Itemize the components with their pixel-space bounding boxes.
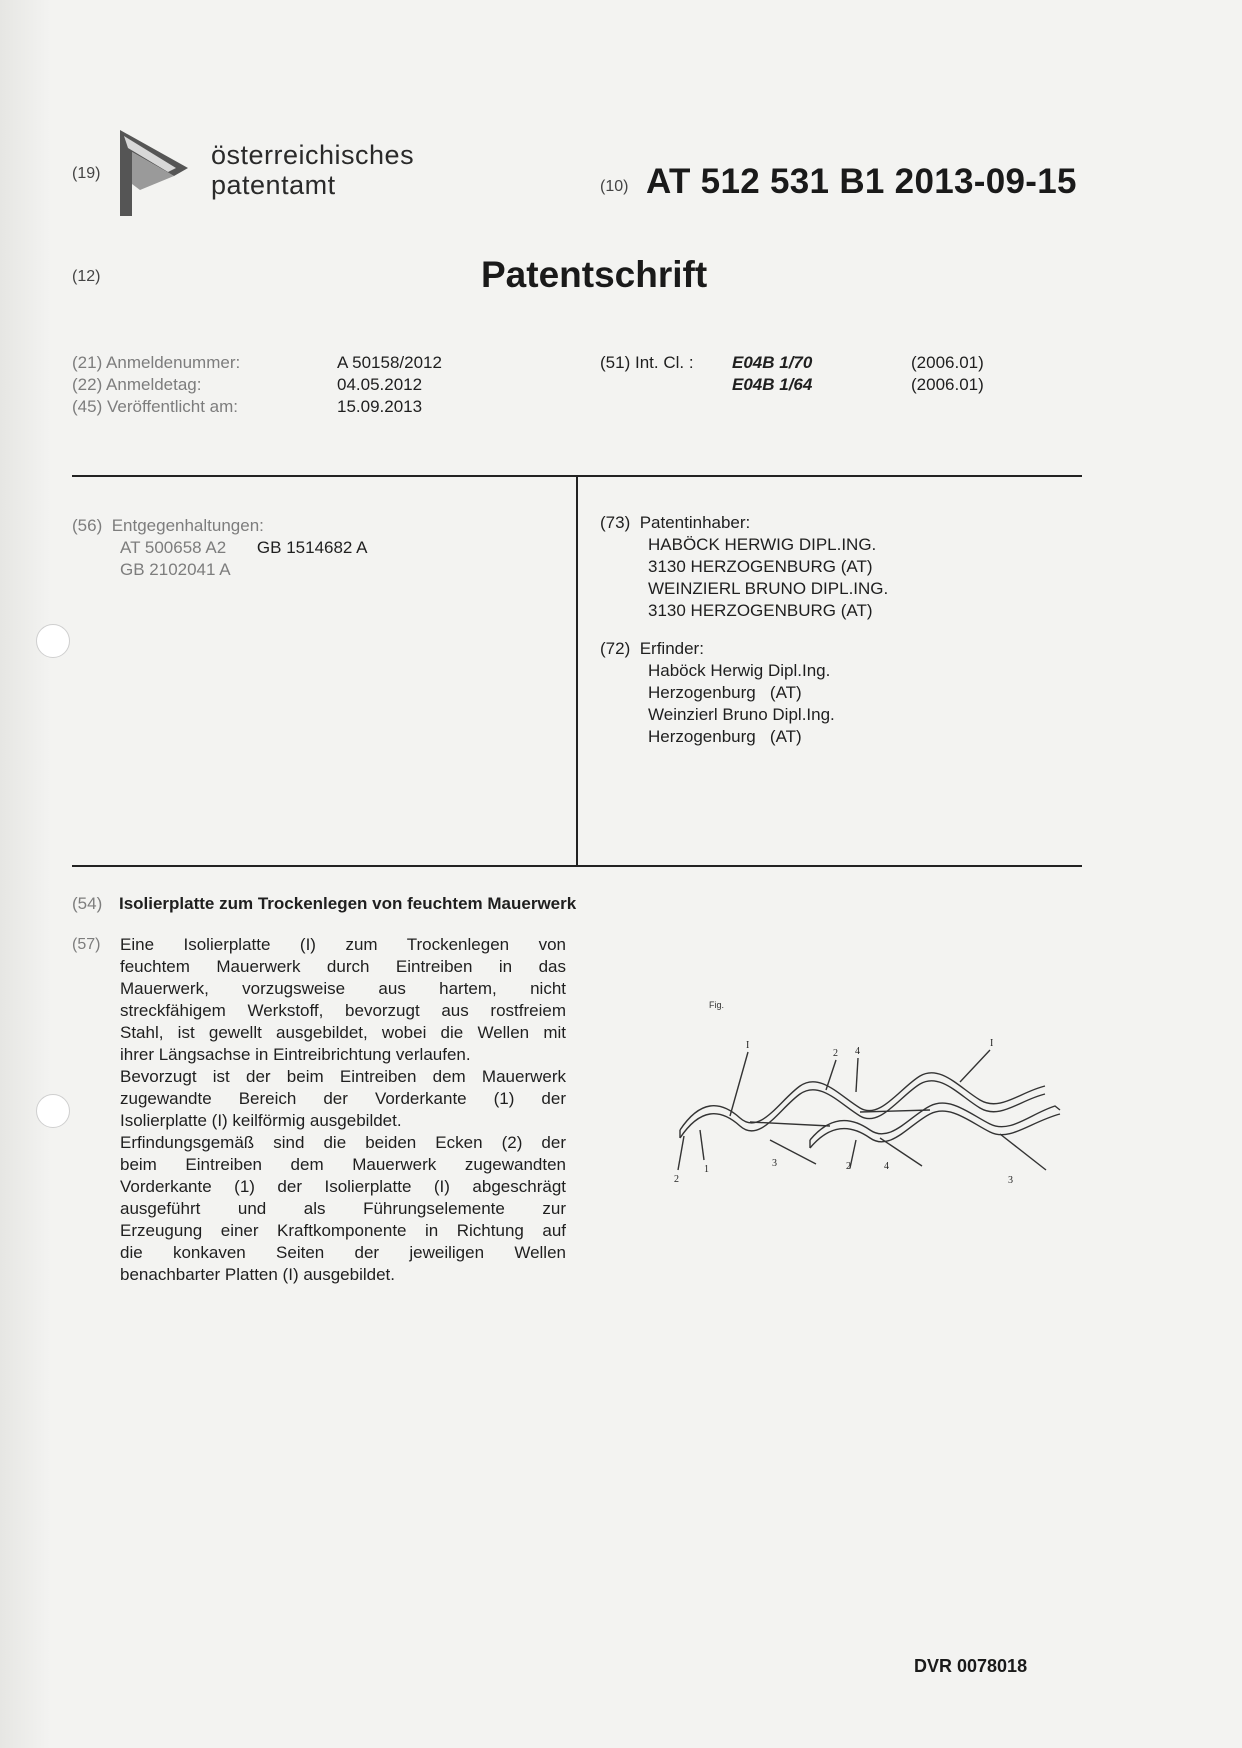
biblio-label: Veröffentlicht am: [106,397,239,416]
code-12: (12) [72,268,101,285]
punch-hole-top [36,624,70,658]
biblio-code: (21) [72,353,103,372]
code-19: (19) [72,165,101,182]
invention-title: Isolierplatte zum Trockenlegen von feuchtem Mauerwerk [118,894,577,913]
figure-label: I [746,1040,750,1051]
owner-line: HABÖCK HERWIG DIPL.ING. [648,535,877,554]
abstract-line: Isolierplatte (I) keilförmig ausgebildet. [120,1111,402,1130]
office-name-line1: österreichisches [211,140,415,170]
patent-office-logo-icon [118,128,190,218]
figure-caption: Fig. [709,1000,725,1010]
owner-line: 3130 HERZOGENBURG (AT) [648,557,873,576]
citation-3: GB 2102041 A [120,560,231,579]
abstract-line: ihrer Längsachse in Eintreibrichtung verlaufen. [120,1045,471,1064]
document-type: Patentschrift [481,254,708,295]
int-cl-code: (51) [600,353,631,372]
divider-vertical [576,475,578,867]
owner-block [600,512,1080,622]
int-cl-class-2: E04B 1/64 [732,375,813,394]
figure-label: 3 [772,1158,777,1169]
biblio-code: (22) [72,375,103,394]
citations-code: (56) [72,516,103,535]
biblio-label: Anmeldenummer: [106,353,241,372]
abstract-line: Vorderkante (1) der Isolierplatte (I) abgeschrägt [120,1177,566,1196]
int-cl-label: Int. Cl. : [634,353,694,372]
int-cl-class-1: E04B 1/70 [732,353,813,372]
dvr-number: DVR 0078018 [914,1656,1028,1676]
abstract-line: die konkaven Seiten der jeweiligen Wellen [120,1243,566,1262]
title-row [72,894,576,914]
divider-bottom [72,865,1082,867]
inventor-label: Erfinder: [639,639,704,658]
filing-date: 04.05.2012 [337,375,423,394]
figure-label: 3 [1008,1175,1013,1186]
abstract-line: benachbarter Platten (I) ausgebildet. [120,1265,396,1284]
inventor-line: Herzogenburg (AT) [648,683,802,702]
owner-line: 3130 HERZOGENBURG (AT) [648,601,873,620]
publication-date: 15.09.2013 [337,397,423,416]
citation-2: GB 1514682 A [256,538,368,557]
figure-label: 4 [855,1046,860,1057]
abstract-line: beim Eintreiben dem Mauerwerk zugewandten [120,1155,566,1174]
int-cl-version-1: (2006.01) [911,353,984,372]
abstract-line: streckfähigem Werkstoff, bevorzugt aus rostfreiem [120,1001,566,1020]
figure-label: 2 [674,1174,679,1185]
biblio-block [72,352,492,422]
figure-label: 1 [704,1164,709,1175]
inventor-block [600,638,1080,748]
inventor-line: Weinzierl Bruno Dipl.Ing. [648,705,835,724]
abstract-line: Eine Isolierplatte (I) zum Trockenlegen von [120,935,566,954]
abstract-text [120,934,566,1286]
inventor-code: (72) [600,639,631,658]
owner-line: WEINZIERL BRUNO DIPL.ING. [648,579,889,598]
int-cl-version-2: (2006.01) [911,375,984,394]
owner-code: (73) [600,513,631,532]
abstract-line: Stahl, ist gewellt ausgebildet, wobei die Wellen mit [120,1023,566,1042]
inventor-line: Herzogenburg (AT) [648,727,802,746]
biblio-code: (45) [72,397,103,416]
citations-block [72,515,562,581]
abstract-line: zugewandte Bereich der Vorderkante (1) der [120,1089,566,1108]
title-code: (54) [72,894,103,913]
scan-shadow [0,0,50,1748]
inventor-line: Haböck Herwig Dipl.Ing. [648,661,831,680]
abstract-line: ausgeführt und als Führungselemente zur [120,1199,566,1218]
abstract-line: Erzeugung einer Kraftkomponente in Richtung auf [120,1221,566,1240]
figure-label: I [990,1038,994,1049]
biblio-label: Anmeldetag: [106,375,202,394]
figure-label: 2 [833,1048,838,1059]
office-name [211,140,414,200]
figure-label: 2 [846,1161,851,1172]
abstract-line: feuchtem Mauerwerk durch Eintreiben in das [120,957,566,976]
owner-label: Patentinhaber: [639,513,751,532]
abstract-line: Bevorzugt ist der beim Eintreiben dem Mauerwerk [120,1067,566,1086]
abstract-line: Erfindungsgemäß sind die beiden Ecken (2) der [120,1133,566,1152]
citation-1: AT 500658 A2 [120,538,227,557]
punch-hole-bottom [36,1094,70,1128]
figure-label: 4 [884,1161,889,1172]
code-10: (10) [600,178,629,195]
corrugated-plate-figure-icon [660,1030,1070,1200]
abstract-code: (57) [72,936,101,953]
office-name-line2: patentamt [211,170,336,200]
publication-number: AT 512 531 B1 2013-09-15 [646,162,1077,201]
citations-label: Entgegenhaltungen: [111,516,264,535]
abstract-line: Mauerwerk, vorzugsweise aus hartem, nicht [120,979,566,998]
application-number: A 50158/2012 [337,353,442,372]
